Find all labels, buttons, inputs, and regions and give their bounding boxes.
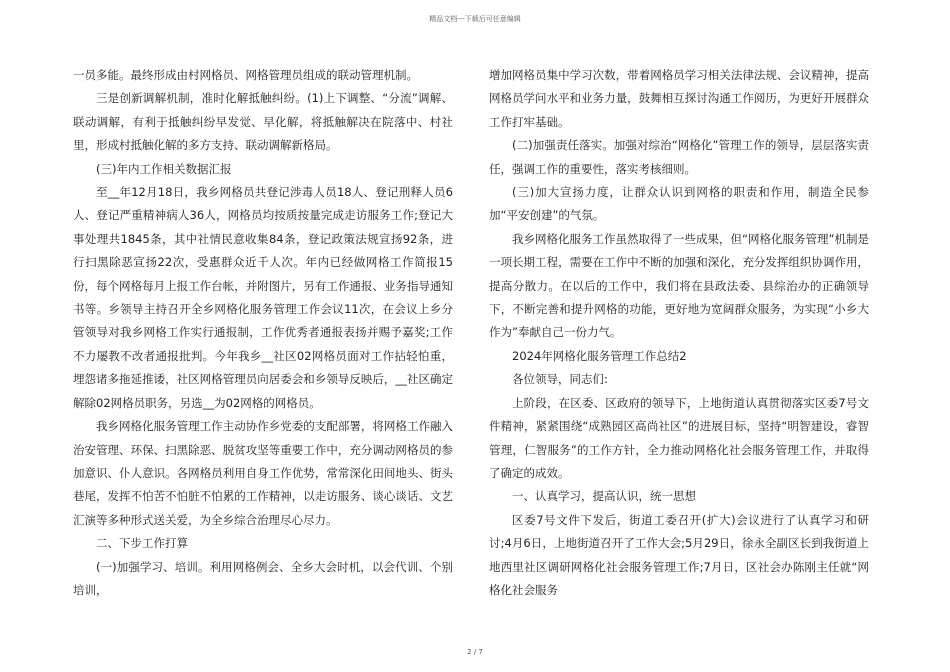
paragraph: 各位领导，同志们:: [512, 372, 608, 387]
paragraph: (三)加大宣扬力度，让群众认识到网格的职责和作用，制造全民参加“平安创建”的气氛。: [489, 185, 869, 223]
paragraph: 我乡网格化服务管理工作主动协作乡党委的支配部署，将网格工作融入治安管理、环保、扫黑除恶、脱贫攻坚等重要工作中，充分调动网格员的参加意识、仆人意识。各网格员利用自身工作优势，常常深化田间地头、街头巷尾，发挥不怕苦不怕脏不怕累的工作精神，以走访服务、谈心谈话、文艺汇演等多种形式送关爱，为全乡综合治理尽心尽力。: [73, 419, 453, 527]
paragraph: 区委7号文件下发后，街道工委召开(扩大)会议进行了认真学习和研讨;4月6日，上地街道召开了工作大会;5月29日，徐永全副区长到我街道上地西里社区调研网格化社会服务管理工作;7月日，区社会办陈刚主任就“网格化社会服务: [489, 512, 869, 597]
paragraph: 2024年网格化服务管理工作总结2: [512, 348, 687, 363]
right-text-column: [489, 64, 869, 602]
paragraph: (一)加强学习、培训。利用网格例会、全乡大会时机，以会代训、个别培训，: [73, 559, 453, 597]
paragraph: (二)加强责任落实。加强对综治“网格化”管理工作的领导，层层落实责任，强调工作的重要性，落实考核细则。: [489, 138, 869, 176]
page-header: 精品文档---下载后可任意编辑: [429, 15, 521, 23]
paragraph: 上阶段，在区委、区政府的领导下，上地街道认真贯彻落实区委7号文件精神，紧紧围绕“成熟园区高尚社区”的进展目标，坚持“明智建设，睿智管理，仁智服务”的工作方针，全力推动网格化社会服务管理工作，并取得了确定的成效。: [489, 395, 869, 480]
paragraph: 增加网格员集中学习次数，带着网格员学习相关法律法规、会议精神，提高网格员学问水平和业务力量，鼓舞相互探讨沟通工作阅历，为更好开展群众工作打牢基础。: [489, 68, 869, 129]
paragraph: 二、下步工作打算: [96, 536, 188, 551]
paragraph: 一、认真学习，提高认识，统一思想: [512, 489, 696, 504]
left-text-column: [73, 64, 453, 602]
paragraph: (三)年内工作相关数据汇报: [96, 161, 232, 176]
paragraph: 我乡网格化服务工作虽然取得了一些成果，但“网格化服务管理”机制是一项长期工程，需要在工作中不断的加强和深化，充分发挥组织协调作用，提高分散力。在以后的工作中，我们将在县政法委、县综治办的正确领导下，不断完善和提升网格的功能，更好地为宽阔群众服务，为实现“小乡大作为”奉献自己一份力气。: [489, 231, 869, 340]
page-number: 2 / 7: [467, 648, 483, 656]
paragraph: 至__年12月18日，我乡网格员共登记涉毒人员18人、登记刑释人员6人、登记严重精神病人36人，网格员均按质按量完成走访服务工作;登记大事处理共1845条，其中社情民意收集84条，登记政策法规宣扬92条，进行扫黑除恶宣扬22次，受惠群众近千人次。年内已经做网格工作简报15份，每个网格每月上报工作台帐，并附图片，另有工作通报、业务指导通知书等。乡领导主持召开全乡网格化服务管理工作会议11次，在会议上乡分管领导对我乡网格工作实行通报制，工作优秀者通报表扬并赐予嘉奖;工作不力屡教不改者通报批判。今年我乡__社区02网格员面对工作拈轻怕重，埋怨诸多拖延推诿，社区网格管理员向居委会和乡领导反映后，__社区确定解除02网格员职务，另选__为02网格的网格员。: [73, 185, 453, 410]
paragraph: 三是创新调解机制，准时化解抵触纠纷。(1)上下调整、“分流”调解、联动调解，有利于抵触纠纷早发觉、早化解，将抵触解决在院落中、村社里，形成村抵触化解的多方支持、联动调解新格局。: [73, 91, 453, 153]
paragraph: 一员多能。最终形成由村网格员、网格管理员组成的联动管理机制。: [73, 68, 418, 82]
